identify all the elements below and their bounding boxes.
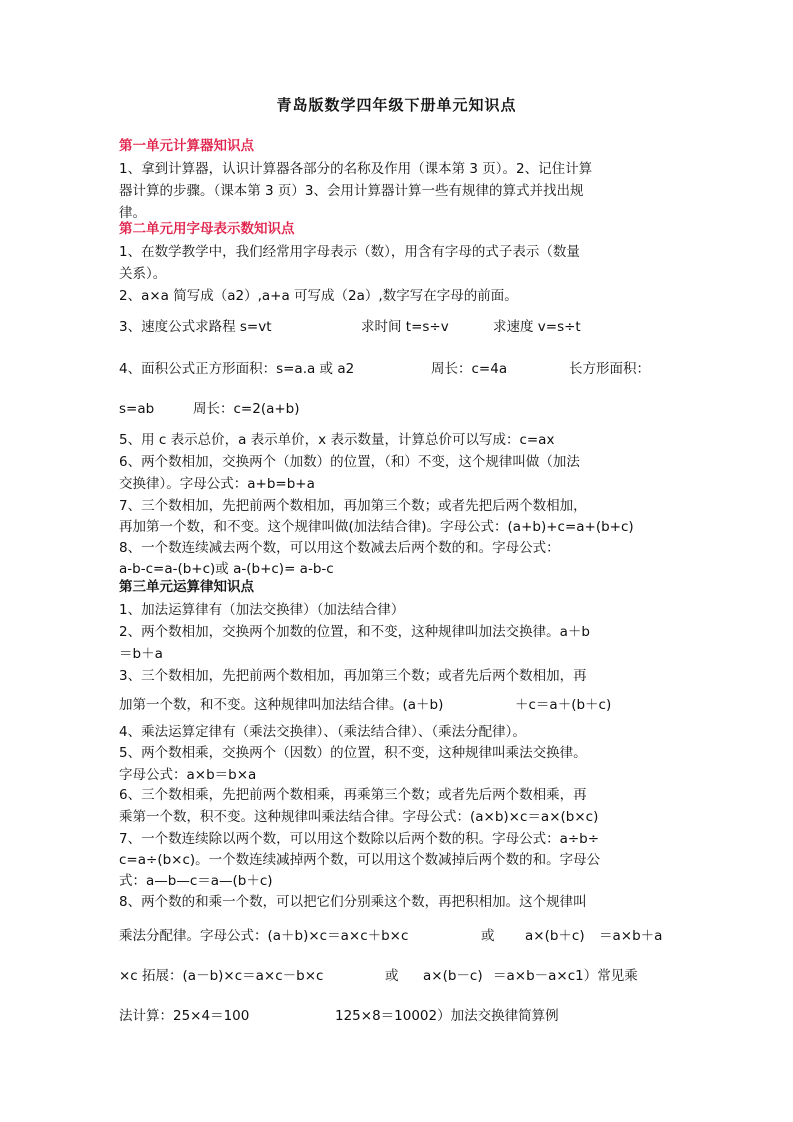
text-line: 律。 — [119, 205, 146, 221]
text-line: 8、两个数的和乘一个数，可以把它们分别乘这个数，再把积相加。这个规律叫 — [119, 894, 587, 910]
text-segment: 3、速度公式求路程 s=vt — [119, 319, 272, 335]
text-line: 关系）。 — [119, 266, 167, 282]
text-line: 6、三个数相乘，先把前两个数相乘，再乘第三个数；或者先后两个数相乘，再 — [119, 787, 587, 803]
text-line: 4、乘法运算定律有（乘法交换律）、（乘法结合律）、（乘法分配律）。 — [119, 724, 526, 740]
text-segment: ＝a×b＋a — [599, 928, 663, 944]
text-line: 器计算的步骤。（课本第 3 页）3、会用计算器计算一些有规律的算式并找出规 — [119, 183, 584, 199]
text-segment: a×(b－c) — [423, 968, 483, 984]
text-line: 6、两个数相加，交换两个（加数）的位置，（和）不变，这个规律叫做（加法 — [119, 454, 580, 470]
text-segment: 4、面积公式正方形面积：s=a.a 或 a2 — [119, 361, 355, 377]
text-line: 8、一个数连续减去两个数，可以用这个数减去后两个数的和。字母公式： — [119, 540, 560, 556]
text-segment: a×(b＋c) — [525, 928, 585, 944]
text-line: a-b-c=a-(b+c)或 a-(b+c)= a-b-c — [119, 561, 334, 577]
text-line: 再加第一个数，和不变。这个规律叫做(加法结合律)。字母公式：(a+b)+c=a+(b+c) — [119, 519, 634, 535]
text-line: 式：a—b—c＝a—(b＋c) — [119, 873, 273, 889]
section-heading-unit-1: 第一单元计算器知识点 — [119, 138, 254, 154]
text-line: 1、拿到计算器，认识计算器各部分的名称及作用（课本第 3 页）。2、记住计算 — [119, 161, 593, 177]
text-segment: 长方形面积： — [569, 361, 650, 377]
formula-row-common-calculations — [119, 1007, 679, 1025]
text-line: 3、三个数相加，先把前两个数相加，再加第三个数；或者先后两个数相加，再 — [119, 668, 587, 684]
text-line: 2、两个数相加，交换两个加数的位置，和不变，这种规律叫加法交换律。a＋b — [119, 624, 590, 640]
text-line: 1、在数学教学中，我们经常用字母表示（数），用含有字母的式子表示（数量 — [119, 244, 580, 260]
text-line: c=a÷(b×c)。一个数连续减掉两个数，可以用这个数减掉后两个数的和。字母公 — [119, 852, 601, 868]
text-line: 5、两个数相乘，交换两个（因数）的位置，积不变，这种规律叫乘法交换律。 — [119, 745, 587, 761]
text-line: 7、三个数相加，先把前两个数相加，再加第三个数；或者先把后两个数相加， — [119, 498, 587, 514]
document-title: 青岛版数学四年级下册单元知识点 — [276, 96, 517, 114]
text-segment: s=ab — [119, 401, 155, 417]
text-line: 交换律）。字母公式：a+b=b+a — [119, 476, 315, 492]
text-line: 7、一个数连续除以两个数，可以用这个数除以后两个数的积。字母公式：a÷b÷ — [119, 831, 600, 847]
text-line: 5、用 c 表示总价，a 表示单价，x 表示数量，计算总价可以写成：c=ax — [119, 432, 555, 448]
text-line: 乘第一个数，积不变。这种规律叫乘法结合律。字母公式：(a×b)×c＝a×(b×c) — [119, 809, 599, 825]
text-line: 字母公式：a×b＝b×a — [119, 767, 257, 783]
text-segment: 125×8＝10002）加法交换律简算例 — [335, 1008, 559, 1024]
text-segment: 或 — [385, 968, 399, 984]
section-heading-unit-2: 第二单元用字母表示数知识点 — [119, 221, 295, 237]
text-segment: 求时间 t=s÷v — [361, 319, 449, 335]
text-line: ＝b＋a — [119, 646, 163, 662]
section-heading-unit-3: 第三单元运算律知识点 — [119, 579, 254, 595]
text-segment: ＝a×b－a×c1）常见乘 — [493, 968, 638, 984]
text-segment: 求速度 v=s÷t — [493, 319, 581, 335]
text-segment: 周长：c=4a — [431, 361, 508, 377]
formula-row-speed — [119, 318, 679, 336]
formula-row-area — [119, 360, 679, 378]
formula-row-rectangle — [119, 400, 679, 418]
text-segment: 周长：c=2(a+b) — [193, 401, 300, 417]
text-segment: ＋c＝a＋(b＋c) — [515, 697, 612, 713]
formula-row-distributive — [119, 927, 679, 945]
text-line: 1、加法运算律有（加法交换律）（加法结合律） — [119, 602, 405, 618]
text-segment: ×c 拓展：(a－b)×c＝a×c－b×c — [119, 968, 324, 984]
formula-row-addition-associative — [119, 696, 679, 714]
text-segment: 或 — [481, 928, 495, 944]
text-segment: 加第一个数，和不变。这种规律叫加法结合律。(a＋b) — [119, 697, 444, 713]
text-line: 2、a×a 简写成（a2）,a+a 可写成（2a）,数字写在字母的前面。 — [119, 288, 518, 304]
text-segment: 法计算：25×4＝100 — [119, 1008, 250, 1024]
text-segment: 乘法分配律。字母公式：(a＋b)×c＝a×c＋b×c — [119, 928, 409, 944]
formula-row-extension — [119, 967, 679, 985]
